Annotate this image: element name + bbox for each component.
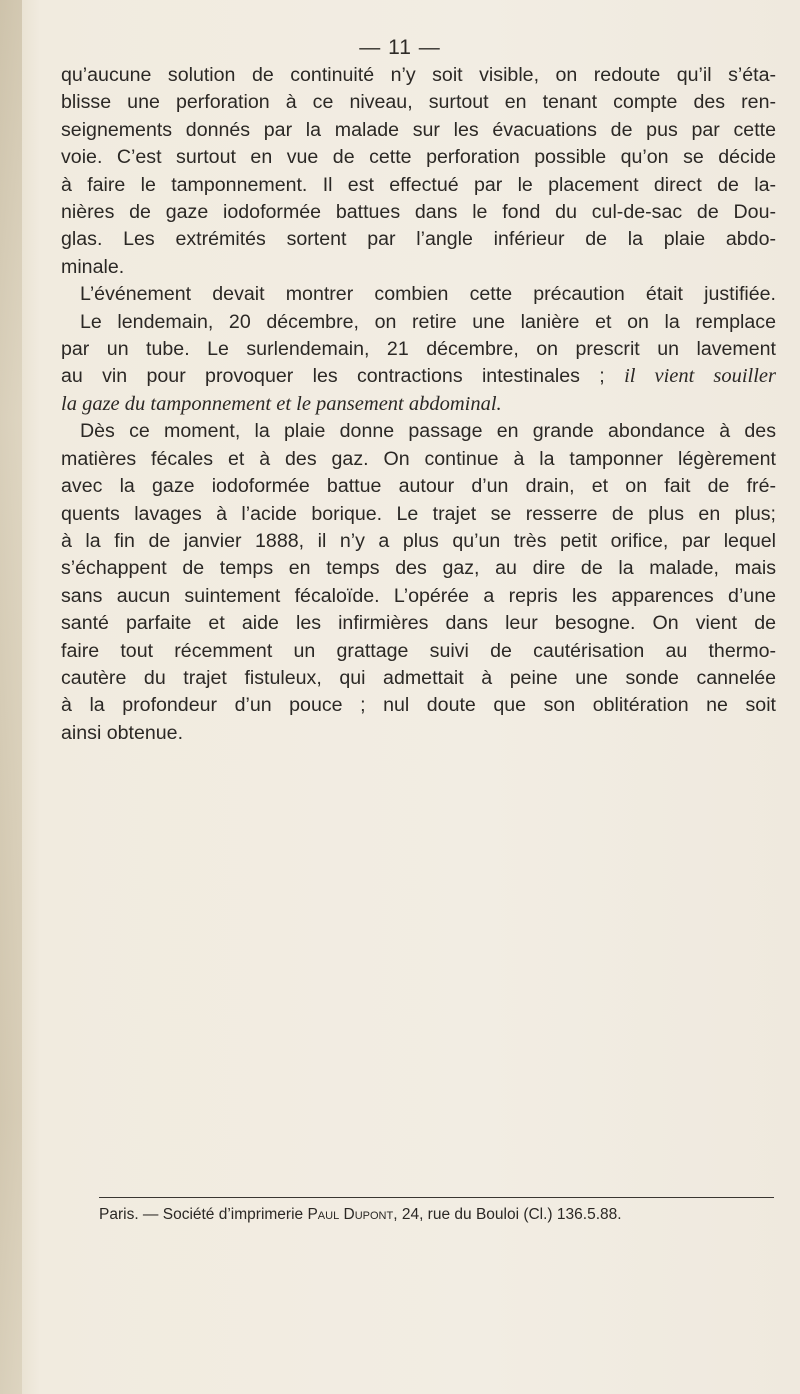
imprint-printer: Paul Dupont,	[307, 1206, 398, 1223]
text-line: à la profondeur d’un pouce ; nul doute que son oblitération ne soit	[61, 694, 776, 717]
imprint-lead: Paris. — Société d’imprimerie	[99, 1206, 304, 1223]
imprint-address: 24, rue du Bouloi (Cl.) 136.5.88.	[401, 1206, 622, 1223]
text-line-mixed	[61, 363, 776, 390]
text-line: à faire le tamponnement. Il est effectué par le placement direct de la-	[61, 173, 776, 196]
text-line: par un tube. Le surlendemain, 21 décembre, on prescrit un lavement	[61, 338, 776, 361]
text-line: minale.	[61, 255, 125, 278]
text-line: voie. C’est surtout en vue de cette perforation possible qu’on se décide	[61, 146, 776, 169]
text-line: L’événement devait montrer combien cette précaution était justifiée.	[80, 283, 776, 306]
text-line: s’échappent de temps en temps des gaz, au dire de la malade, mais	[61, 557, 776, 580]
text-line: blisse une perforation à ce niveau, surtout en tenant compte des ren-	[61, 91, 776, 114]
text-line: à la fin de janvier 1888, il n’y a plus qu’un très petit orifice, par lequel	[61, 529, 776, 552]
text-line: santé parfaite et aide les infirmières dans leur besogne. On vient de	[61, 612, 776, 635]
footer-divider	[99, 1197, 774, 1198]
text-line: sans aucun suintement fécaloïde. L’opérée a repris les apparences d’une	[61, 584, 776, 607]
text-fragment: au vin pour provoquer les contractions intestinales ;	[61, 365, 605, 388]
text-line: avec la gaze iodoformée battue autour d’un drain, et on fait de fré-	[61, 475, 776, 498]
page-number: — 11 —	[359, 36, 441, 59]
italic-line: la gaze du tamponnement et le pansement abdominal.	[61, 392, 502, 415]
text-line: Dès ce moment, la plaie donne passage en grande abondance à des	[80, 420, 776, 443]
printer-imprint	[99, 1206, 774, 1224]
text-line: ainsi obtenue.	[61, 721, 184, 744]
text-line-italic	[61, 391, 776, 418]
text-line: faire tout récemment un grattage suivi de cautérisation au thermo-	[61, 639, 776, 662]
italic-fragment: il vient souiller	[624, 365, 777, 388]
text-line: matières fécales et à des gaz. On continue à la tamponner légèrement	[61, 447, 776, 470]
body-text	[61, 62, 776, 747]
text-line: nières de gaze iodoformée battues dans le fond du cul-de-sac de Dou-	[61, 201, 776, 224]
text-line: cautère du trajet fistuleux, qui admettait à peine une sonde cannelée	[61, 666, 776, 689]
page-edge-stain	[0, 0, 22, 1394]
text-line: Le lendemain, 20 décembre, on retire une lanière et on la remplace	[80, 310, 776, 333]
text-line: quents lavages à l’acide borique. Le trajet se resserre de plus en plus;	[61, 502, 776, 525]
text-line: qu’aucune solution de continuité n’y soit visible, on redoute qu’il s’éta-	[61, 64, 776, 86]
text-line: glas. Les extrémités sortent par l’angle inférieur de la plaie abdo-	[61, 228, 776, 251]
text-line: seignements donnés par la malade sur les évacuations de pus par cette	[61, 118, 776, 141]
